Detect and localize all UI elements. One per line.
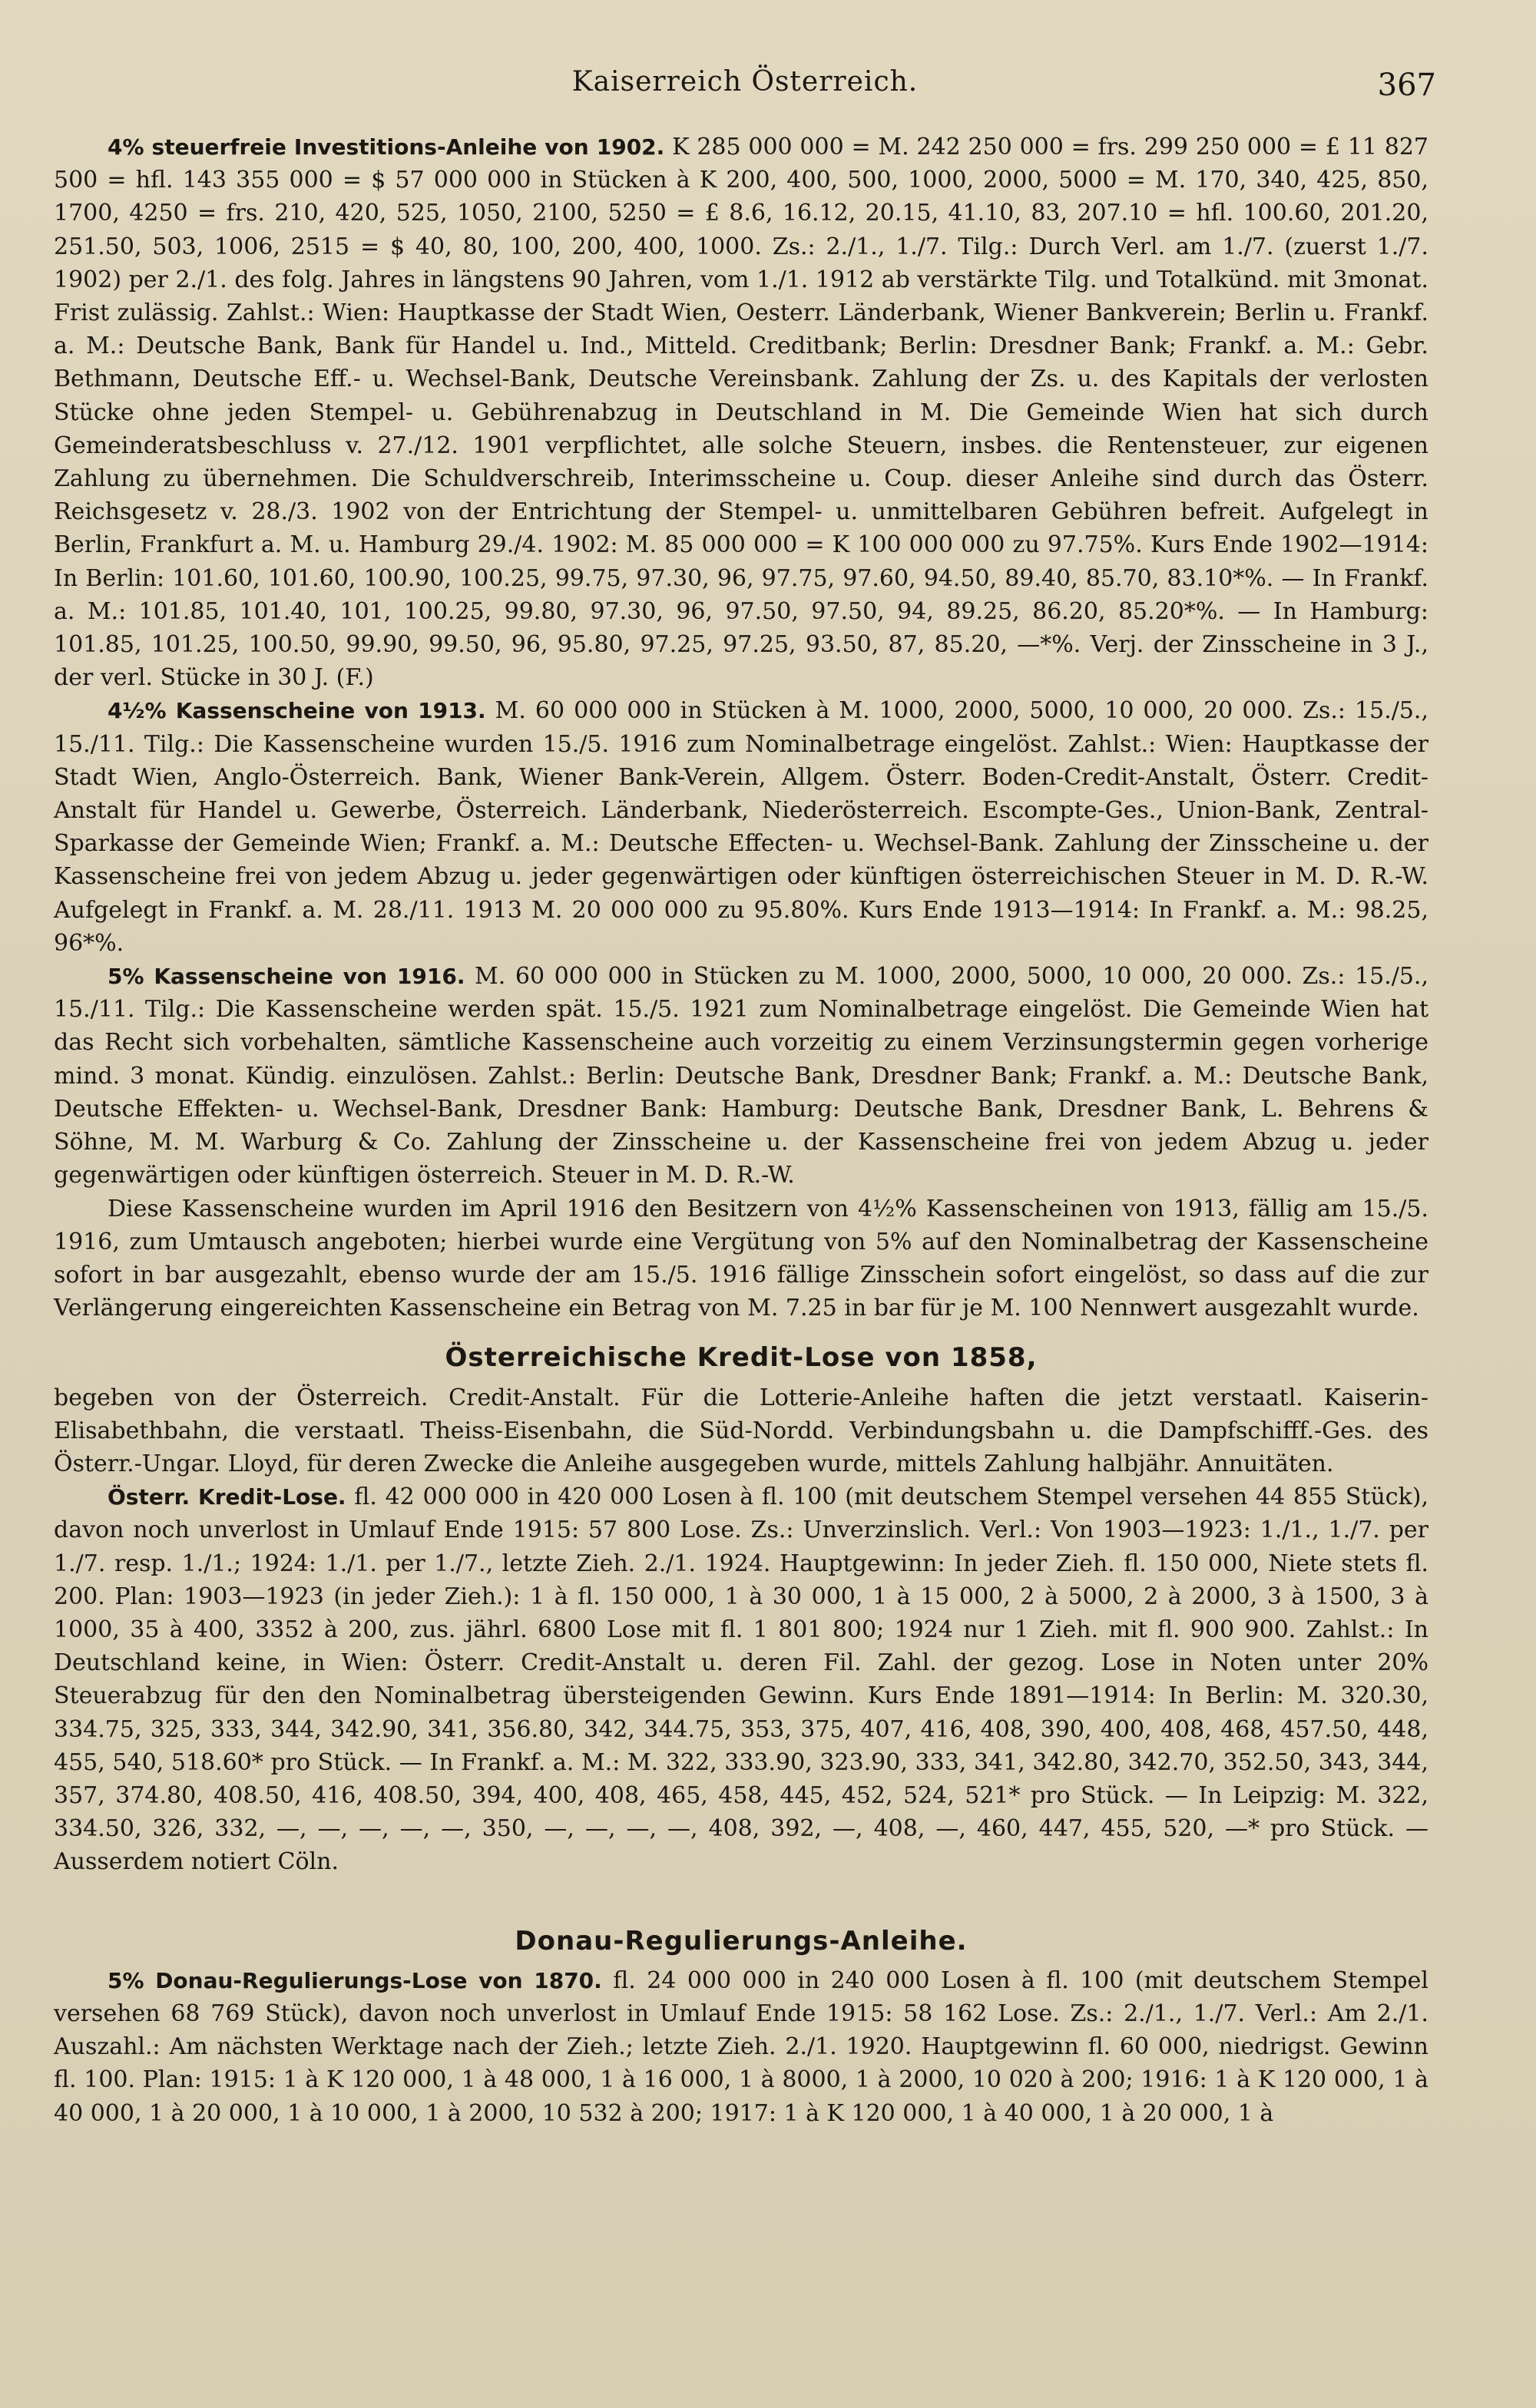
page-number: 367 — [1377, 68, 1436, 103]
section-heading-kredit-lose: Österreichische Kredit-Lose von 1858, — [445, 1342, 1038, 1374]
entry-text: fl. 42 000 000 in 420 000 Losen à fl. 100 (mit deutschem Stempel versehen 44 855 Stück), davon noch unverlost in Umlauf Ende 1915: 57 800 Lose. Zs.: Unverzinslich. Verl.: Von 1903—1923: 1./1., 1./7. per 1./7. resp. 1./1.; 1924: 1./1. per 1./7., letzte Zieh. 2./1. 1924. Hauptgewinn: In jeder Zieh. fl. 150 000, Niete stets fl. 200. Plan: 1903—1923 (in jeder Zieh.): 1 à fl. 150 000, 1 à 30 000, 1 à 15 000, 2 à 5000, 2 à 2000, 3 à 1500, 3 à 1000, 35 à 400, 3352 à 200, zus. jährl. 6800 Lose mit fl. 1 801 800; 1924 nur 1 Zieh. mit fl. 900 900. Zahlst.: In Deutschland keine, in Wien: Österr. Credit-Anstalt u. deren Fil. Zahl. der gezog. Lose in Noten unter 20% Steuerabzug für den den Nominalbetrag übersteigenden Gewinn. Kurs Ende 1891—1914: In Berlin: M. 320.30, 334.75, 325, 333, 344, 342.90, 341, 356.80, 342, 344.75, 353, 375, 407, 416, 408, 390, 400, 408, 468, 457.50, 448, 455, 540, 518.60* pro Stück. — In Frankf. a. M.: M. 322, 333.90, 323.90, 333, 341, 342.80, 342.70, 352.50, 343, 344, 357, 374.80, 408.50, 416, 408.50, 394, 400, 408, 465, 458, 445, 452, 524, 521* pro Stück. — In Leipzig: M. 322, 334.50, 326, 332, —, —, —, —, —, 350, —, —, —, —, 408, 392, —, 408, —, 460, 447, 455, 520, —* pro Stück. — Ausserdem notiert Cöln. — [54, 1484, 1428, 1876]
running-head — [54, 60, 1436, 106]
entry-kassenscheine-1916 — [54, 960, 1428, 1192]
paragraph-exchange-note: Diese Kassenscheine wurden im April 1916 den Besitzern von 4½% Kassenscheinen von 1913, fällig am 15./5. 1916, zum Umtausch angeboten; hierbei wurde eine Vergütung von 5% auf den Nominalbetrag der Kassenscheine sofort in bar ausgezahlt, ebenso wurde der am 15./5. 1916 fällige Zinsschein sofort eingelöst, so dass auf die zur Verlängerung eingereichten Kassenscheine ein Betrag von M. 7.25 in bar für je M. 100 Nennwert ausgezahlt wurde. — [54, 1195, 1428, 1322]
entry-lead: Österr. Kredit-Lose. — [108, 1484, 346, 1510]
running-title: Kaiserreich Österreich. — [571, 66, 919, 98]
entry-donau-lose-1870 — [54, 1964, 1428, 2130]
entry-text: K 285 000 000 = M. 242 250 000 = frs. 299 250 000 = £ 11 827 500 = hfl. 143 355 000 = $ 57 000 000 in Stücken à K 200, 400, 500, 1000, 2000, 5000 = M. 170, 340, 425, 850, 1700, 4250 = frs. 210, 420, 525, 1050, 2100, 5250 = £ 8.6, 16.12, 20.15, 41.10, 83, 207.10 = hfl. 100.60, 201.20, 251.50, 503, 1006, 2515 = $ 40, 80, 100, 200, 400, 1000. Zs.: 2./1., 1./7. Tilg.: Durch Verl. am 1./7. (zuerst 1./7. 1902) per 2./1. des folg. Jahres in längstens 90 Jahren, vom 1./1. 1912 ab verstärkte Tilg. und Totalkünd. mit 3monat. Frist zulässig. Zahlst.: Wien: Hauptkasse der Stadt Wien, Oesterr. Länderbank, Wiener Bankverein; Berlin u. Frankf. a. M.: Deutsche Bank, Bank für Handel u. Ind., Mitteld. Creditbank; Berlin: Dresdner Bank; Frankf. a. M.: Gebr. Bethmann, Deutsche Eff.- u. Wechsel-Bank, Deutsche Vereinsbank. Zahlung der Zs. u. des Kapitals der verlosten Stücke ohne jeden Stempel- u. Gebührenabzug in Deutschland in M. Die Gemeinde Wien hat sich durch Gemeinderatsbeschluss v. 27./12. 1901 verpflichtet, alle solche Steuern, insbes. die Rentensteuer, zur eigenen Zahlung zu übernehmen. Die Schuldverschreib, Interimsscheine u. Coup. dieser Anleihe sind durch das Österr. Reichsgesetz v. 28./3. 1902 von der Entrichtung der Stempel- u. unmittelbaren Gebühren befreit. Aufgelegt in Berlin, Frankfurt a. M. u. Hamburg 29./4. 1902: M. 85 000 000 = K 100 000 000 zu 97.75%. Kurs Ende 1902—1914: In Berlin: 101.60, 101.60, 100.90, 100.25, 99.75, 97.30, 96, 97.75, 97.60, 94.50, 89.40, 85.70, 83.10*%. — In Frankf. a. M.: 101.85, 101.40, 101, 100.25, 99.80, 97.30, 96, 97.50, 97.50, 94, 89.25, 86.20, 85.20*%. — In Hamburg: 101.85, 101.25, 100.50, 99.90, 99.50, 96, 95.80, 97.25, 97.25, 93.50, 87, 85.20, —*%. Verj. der Zinsscheine in 3 J., der verl. Stücke in 30 J. (F.) — [54, 134, 1428, 692]
entry-lead: 5% Donau-Regulierungs-Lose von 1870. — [108, 1967, 602, 1993]
entry-kassenscheine-1913 — [54, 694, 1428, 960]
entry-lead: 4½% Kassenscheine von 1913. — [108, 698, 486, 724]
entry-text: M. 60 000 000 in Stücken à M. 1000, 2000, 5000, 10 000, 20 000. Zs.: 15./5., 15./11. Tilg.: Die Kassenscheine wurden 15./5. 1916 zum Nominalbetrage eingelöst. Zahlst.: Wien: Hauptkasse der Stadt Wien, Anglo-Österreich. Bank, Wiener Bank-Verein, Allgem. Österr. Boden-Credit-Anstalt, Österr. Credit-Anstalt für Handel u. Gewerbe, Österreich. Länderbank, Niederösterreich. Escompte-Ges., Union-Bank, Zentral-Sparkasse der Gemeinde Wien; Frankf. a. M.: Deutsche Effecten- u. Wechsel-Bank. Zahlung der Zinsscheine u. der Kassenscheine frei von jedem Abzug u. jeder gegenwärtigen oder künftigen österreichischen Steuer in M. D. R.-W. Aufgelegt in Frankf. a. M. 28./11. 1913 M. 20 000 000 zu 95.80%. Kurs Ende 1913—1914: In Frankf. a. M.: 98.25, 96*%. — [54, 697, 1429, 957]
entry-text: fl. 24 000 000 in 240 000 Losen à fl. 100 (mit deutschem Stempel versehen 68 769 Stück), davon noch unverlost in Umlauf Ende 1915: 58 162 Lose. Zs.: 2./1., 1./7. Verl.: Am 2./1. Auszahl.: Am nächsten Werktage nach der Zieh.; letzte Zieh. 2./1. 1920. Hauptgewinn fl. 60 000, niedrigst. Gewinn fl. 100. Plan: 1915: 1 à K 120 000, 1 à 48 000, 1 à 16 000, 1 à 8000, 1 à 2000, 10 020 à 200; 1916: 1 à K 120 000, 1 à 40 000, 1 à 20 000, 1 à 10 000, 1 à 2000, 10 532 à 200; 1917: 1 à K 120 000, 1 à 40 000, 1 à 20 000, 1 à — [54, 1966, 1428, 2127]
entry-text: M. 60 000 000 in Stücken zu M. 1000, 2000, 5000, 10 000, 20 000. Zs.: 15./5., 15./11. Tilg.: Die Kassenscheine werden spät. 15./5. 1921 zum Nominalbetrage eingelöst. Die Gemeinde Wien hat das Recht sich vorbehalten, sämtliche Kassenscheine auch vorzeitig zu einem Verzinsungstermin gegen vorherige mind. 3 monat. Kündig. einzulösen. Zahlst.: Berlin: Deutsche Bank, Dresdner Bank; Frankf. a. M.: Deutsche Bank, Deutsche Effekten- u. Wechsel-Bank, Dresdner Bank: Hamburg: Deutsche Bank, Dresdner Bank, L. Behrens & Söhne, M. M. Warburg & Co. Zahlung der Zinsscheine u. der Kassenscheine frei von jedem Abzug u. jeder gegenwärtigen oder künftigen österreich. Steuer in M. D. R.-W. — [54, 963, 1428, 1189]
paragraph-kredit-lose-intro: begeben von der Österreich. Credit-Anstalt. Für die Lotterie-Anleihe haften die jetzt verstaatl. Kaiserin-Elisabethbahn, die verstaatl. Theiss-Eisenbahn, die Süd-Nordd. Verbindungsbahn u. die Dampfschifff.-Ges. des Österr.-Ungar. Lloyd, für deren Zwecke die Anleihe ausgegeben wurde, mittels Zahlung halbjähr. Annuitäten. — [54, 1384, 1428, 1477]
entry-investitions-anleihe-1902 — [54, 131, 1428, 694]
entry-lead: 5% Kassenscheine von 1916. — [108, 964, 465, 990]
body-text — [54, 131, 1428, 2130]
entry-kredit-lose — [54, 1480, 1428, 1878]
entry-lead: 4% steuerfreie Investitions-Anleihe von 1902. — [108, 134, 665, 160]
section-heading-donau: Donau-Regulierungs-Anleihe. — [515, 1925, 968, 1957]
